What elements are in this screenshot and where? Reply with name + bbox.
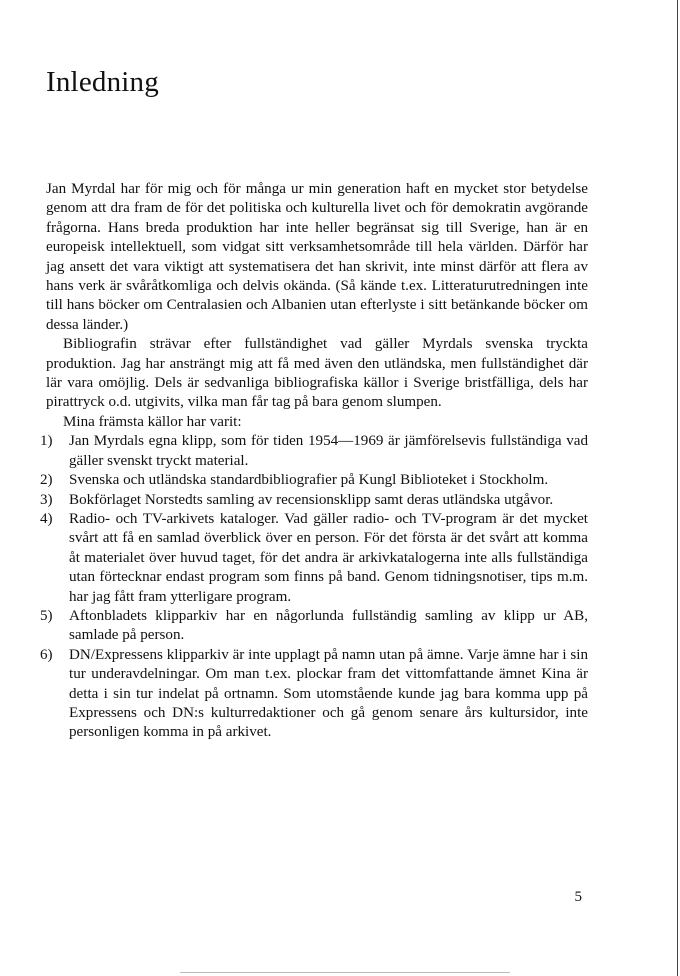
list-item-text: Aftonbladets klipparkiv har en någorlunda fullständig samling av klipp ur AB, samlade på person.: [69, 607, 588, 644]
list-item-text: Svenska och utländska standardbibliografier på Kungl Biblioteket i Stockholm.: [69, 472, 549, 489]
list-item-number: 1): [40, 433, 53, 450]
sources-list: [40, 432, 588, 743]
sources-heading: Mina främsta källor har varit:: [63, 413, 242, 430]
list-item: [40, 471, 588, 490]
page-edge-line: [677, 0, 678, 976]
list-item-number: 6): [40, 646, 53, 663]
page-title: Inledning: [46, 66, 159, 98]
page-number: 5: [574, 889, 582, 905]
body-text: [40, 180, 588, 743]
list-item-text: Radio- och TV-arkivets kataloger. Vad gäller radio- och TV-program är det mycket svårt att få en samlad överblick över en person. För det första är det svårt att komma åt materialet över huvud taget, för det andra är arkivkatalogerna inte alls fullständiga utan förtecknar endast program som finns på band. Genom tidningsnotiser, tips m.m. har jag fått fram ytterligare program.: [69, 510, 588, 605]
intro-paragraph: Jan Myrdal har för mig och för många ur min generation haft en mycket stor betydelse genom att dra fram de för det politiska och kulturella livet och för demokratin avgörande frågorna. Hans breda produktion har inte heller begränsat sig till Sverige, han är en europeisk intellektuell, som vidgat sitt verksamhetsområde till hela världen. Därför har jag ansett det vara viktigt att systematisera det han skrivit, inte minst därför att flera av hans verk är svåråtkomliga och delvis okända. (Så kände t.ex. Litteraturutredningen inte till hans böcker om Centralasien och Albanien utan efterlyste i sitt betänkande böcker om dessa länder.): [46, 181, 588, 333]
list-item: [40, 646, 588, 743]
list-item: [40, 491, 588, 510]
list-item-number: 4): [40, 510, 53, 527]
list-item: [40, 510, 588, 607]
list-item-text: DN/Expressens klipparkiv är inte upplagt på namn utan på ämne. Varje ämne har i sin tur underavdelningar. Om man t.ex. plockar fram det vittomfattande ämnet Kina är detta i sin tur indelat på ortnamn. Som utomstående kunde jag bara komma upp på Expressens och DN:s kulturredaktioner och gå genom senare års kultursidor, inte personligen komma in på arkivet.: [69, 646, 588, 741]
scope-paragraph: Bibliografin strävar efter fullständighet vad gäller Myrdals svenska tryckta produktion. Jag har ansträngt mig att få med även den utländska, men fullständighet där lär vara omöjlig. Dels är sedvanliga bibliografiska källor i Sverige bristfälliga, dels har pirattryck o.d. utgivits, vilka man får tag på bara genom slumpen.: [46, 336, 588, 411]
list-item-number: 3): [40, 491, 53, 508]
list-item-number: 2): [40, 472, 53, 489]
list-item: [40, 432, 588, 471]
bottom-rule: [180, 972, 510, 973]
list-item-text: Jan Myrdals egna klipp, som för tiden 1954—1969 är jämförelsevis fullständiga vad gäller svenskt tryckt material.: [69, 433, 588, 469]
list-item-text: Bokförlaget Norstedts samling av recensionsklipp samt deras utländska utgåvor.: [69, 491, 554, 508]
list-item-number: 5): [40, 607, 53, 624]
list-item: [40, 607, 588, 646]
